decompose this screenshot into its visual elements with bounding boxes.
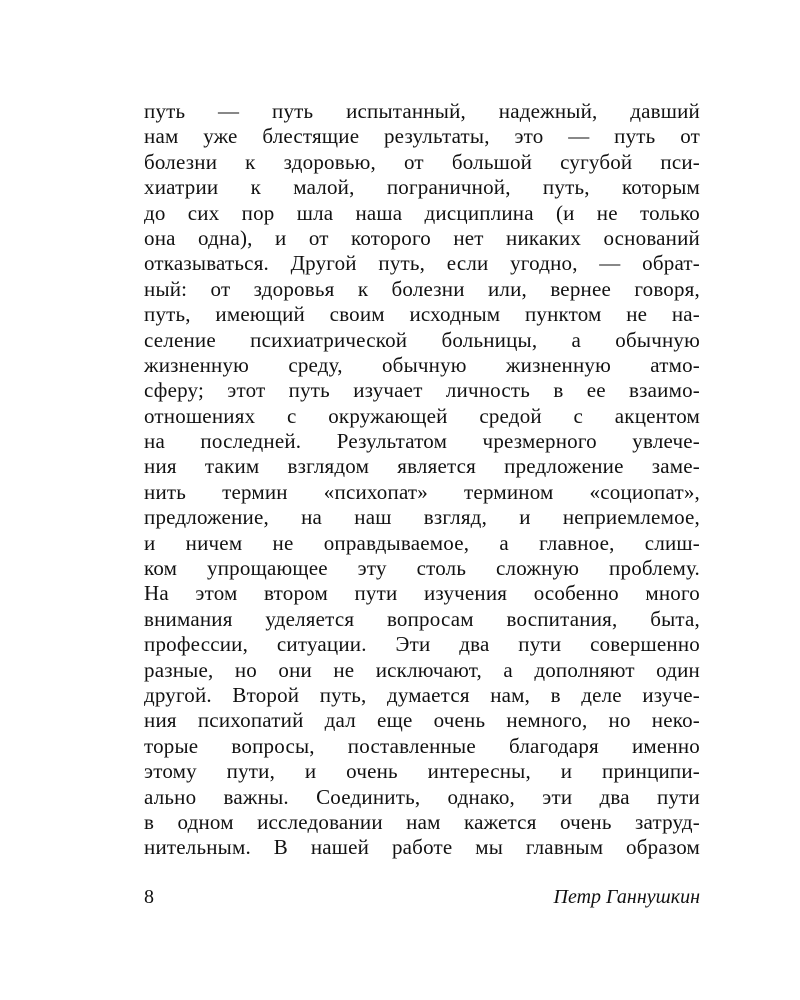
text-line: внимания уделяется вопросам воспитания, быта, [144,606,700,631]
text-line: путь — путь испытанный, надежный, давший [144,99,700,123]
text-line: жизненную среду, обычную жизненную атмо- [144,352,700,377]
text-line: до сих пор шла наша дисциплина (и не только [144,200,700,225]
text-line: ния психопатий дал еще очень немного, но неко- [144,708,700,733]
text-line: другой. Второй путь, думается нам, в деле изуче- [144,682,700,707]
text-line: селение психиатрической больницы, а обычную [144,327,700,352]
text-line: разные, но они не исключают, а дополняют один [144,657,700,682]
text-line: ком упрощающее эту столь сложную проблему. [144,556,700,581]
text-line: на последней. Результатом чрезмерного увлече- [144,429,700,454]
text-line: ния таким взглядом является предложение заме- [144,454,700,479]
text-line: болезни к здоровью, от большой сугубой пси- [144,149,700,174]
text-line: ный: от здоровья к болезни или, вернее говоря, [144,276,700,301]
text-line: сферу; этот путь изучает личность в ее взаимо- [144,378,700,403]
text-line: торые вопросы, поставленные благодаря именно [144,733,700,758]
text-line: отказываться. Другой путь, если угодно, — обрат- [144,251,700,276]
text-line: она одна), и от которого нет никаких оснований [144,225,700,250]
text-line: профессии, ситуации. Эти два пути совершенно [144,632,700,657]
text-line: хиатрии к малой, пограничной, путь, которым [144,175,700,200]
page-footer [144,886,700,914]
page-number: 8 [144,886,154,908]
body-text [144,99,700,861]
text-line: этому пути, и очень интересны, и принципи- [144,759,700,784]
text-line: отношениях с окружающей средой с акцентом [144,403,700,428]
text-line: предложение, на наш взгляд, и неприемлемое, [144,505,700,530]
text-line: путь, имеющий своим исходным пунктом не на- [144,302,700,327]
text-line: нам уже блестящие результаты, это — путь от [144,124,700,149]
text-line: в одном исследовании нам кажется очень затруд- [144,809,700,834]
text-line: нительным. В нашей работе мы главным образом [144,835,700,860]
running-footer-author: Петр Ганнушкин [553,886,700,908]
text-line: и ничем не оправдываемое, а главное, слиш- [144,530,700,555]
text-line: На этом втором пути изучения особенно много [144,581,700,606]
text-line: нить термин «психопат» термином «социопат», [144,479,700,504]
text-line: ально важны. Соединить, однако, эти два пути [144,784,700,809]
